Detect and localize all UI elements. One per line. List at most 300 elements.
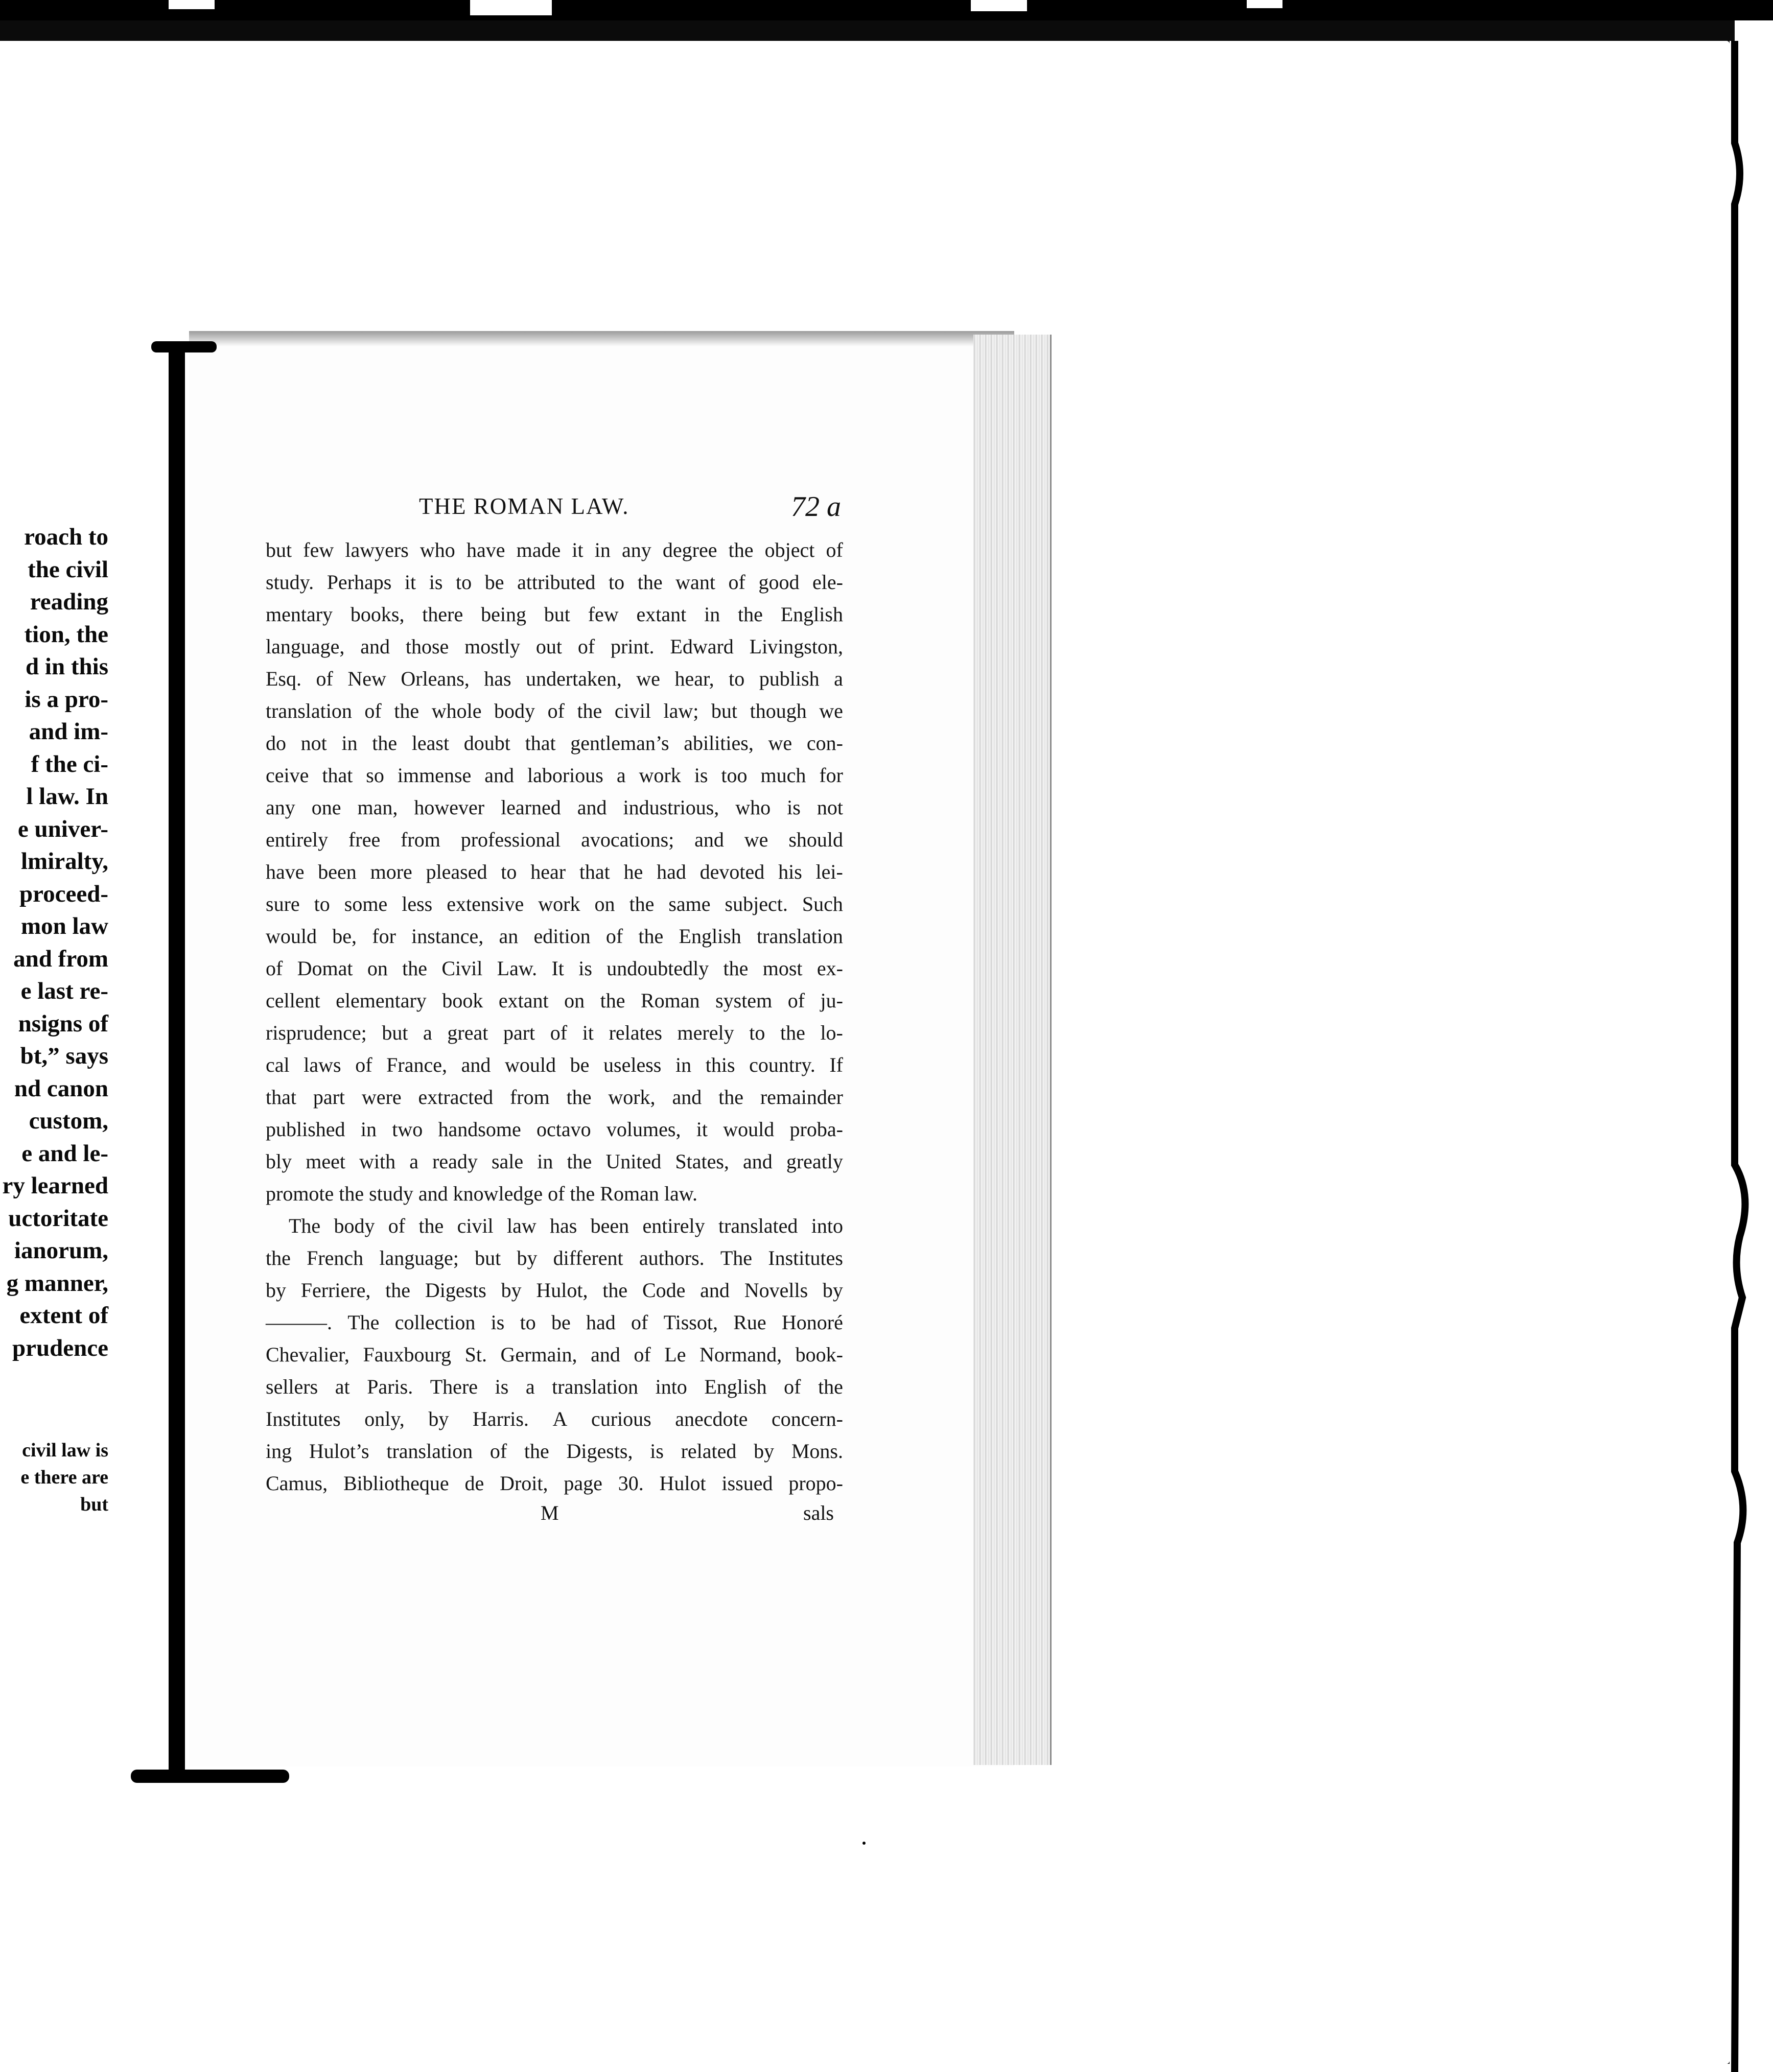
word: A bbox=[552, 1407, 568, 1430]
left-page-footnote bbox=[0, 1437, 108, 1518]
word: the bbox=[637, 571, 663, 594]
word: is bbox=[650, 1440, 664, 1463]
word: risprudence; bbox=[266, 1021, 367, 1044]
word: proba- bbox=[789, 1118, 843, 1141]
word: a bbox=[616, 764, 626, 787]
word: gentleman’s bbox=[570, 732, 669, 755]
left-line: l law. In bbox=[26, 783, 108, 810]
word: is bbox=[491, 1311, 505, 1334]
word: and bbox=[484, 764, 514, 787]
word: same bbox=[668, 892, 711, 915]
word: that bbox=[525, 732, 556, 755]
word: language, bbox=[266, 635, 345, 658]
text-line bbox=[266, 534, 843, 566]
word: two bbox=[392, 1118, 423, 1141]
word: work bbox=[639, 764, 681, 787]
word: but bbox=[711, 699, 738, 722]
word: it bbox=[696, 1118, 708, 1141]
word: and bbox=[461, 1053, 491, 1076]
word: the bbox=[266, 1246, 291, 1269]
word: cal bbox=[266, 1053, 290, 1076]
word: Fauxbourg bbox=[363, 1343, 452, 1366]
word: remainder bbox=[760, 1086, 843, 1109]
word: had bbox=[586, 1311, 616, 1334]
word: that bbox=[322, 764, 353, 787]
word: Rue bbox=[733, 1311, 766, 1334]
word: we bbox=[744, 828, 768, 851]
word: Hulot’s bbox=[309, 1440, 369, 1463]
word: be bbox=[570, 1053, 590, 1076]
left-line: nsigns of bbox=[18, 1010, 108, 1037]
word: issued bbox=[721, 1472, 773, 1495]
word: Hulot, bbox=[536, 1279, 588, 1302]
left-line: custom, bbox=[29, 1108, 108, 1134]
word: few bbox=[588, 603, 619, 626]
word: immense bbox=[397, 764, 472, 787]
word: con- bbox=[806, 732, 843, 755]
word: be bbox=[484, 571, 504, 594]
word: system bbox=[715, 989, 773, 1012]
word: lei- bbox=[815, 860, 843, 883]
word: any bbox=[622, 538, 651, 561]
page-fore-edge bbox=[973, 335, 1052, 1765]
word: ex- bbox=[816, 957, 843, 980]
word: Perhaps bbox=[326, 571, 392, 594]
word: it bbox=[572, 538, 584, 561]
word: law; bbox=[663, 699, 699, 722]
word: different bbox=[553, 1246, 623, 1269]
word: in bbox=[341, 732, 358, 755]
word: laws bbox=[304, 1053, 341, 1076]
left-line: ry learned bbox=[2, 1172, 108, 1199]
word: elementary bbox=[336, 989, 427, 1012]
text-line bbox=[266, 791, 843, 823]
word: abilities, bbox=[684, 732, 754, 755]
word: part bbox=[313, 1086, 345, 1109]
word: to bbox=[314, 892, 330, 915]
word: by bbox=[822, 1279, 843, 1302]
word: Digests, bbox=[566, 1440, 633, 1463]
word: but bbox=[382, 1021, 408, 1044]
word: ju- bbox=[820, 989, 843, 1012]
word: so bbox=[366, 764, 384, 787]
word: undoubtedly bbox=[606, 957, 709, 980]
word: professional bbox=[460, 828, 561, 851]
text-line bbox=[266, 1274, 843, 1306]
word: subject. bbox=[725, 892, 788, 915]
word: but bbox=[475, 1246, 501, 1269]
word: extracted bbox=[418, 1086, 494, 1109]
word: for bbox=[372, 925, 396, 948]
word: laborious bbox=[527, 764, 603, 787]
word: instance, bbox=[411, 925, 484, 948]
word: from bbox=[509, 1086, 550, 1109]
word: translation bbox=[757, 925, 843, 948]
word: of bbox=[728, 571, 745, 594]
word: and bbox=[577, 796, 607, 819]
word: the bbox=[372, 732, 398, 755]
left-line: tion, the bbox=[24, 621, 108, 648]
word: English bbox=[704, 1375, 767, 1398]
word: of bbox=[550, 1021, 568, 1044]
word: in bbox=[675, 1053, 692, 1076]
word: the bbox=[600, 989, 625, 1012]
word: industrious, bbox=[623, 796, 719, 819]
word: is bbox=[787, 796, 801, 819]
word: of bbox=[266, 957, 283, 980]
word: would bbox=[723, 1118, 775, 1141]
word: in bbox=[537, 1150, 553, 1173]
word: the bbox=[718, 1086, 743, 1109]
word: Digests bbox=[425, 1279, 486, 1302]
word: Orleans, bbox=[401, 667, 470, 690]
word: There bbox=[430, 1375, 478, 1398]
word: of bbox=[631, 1311, 648, 1334]
word: is bbox=[429, 571, 443, 594]
word: Tissot, bbox=[663, 1311, 718, 1334]
word: translated bbox=[718, 1214, 798, 1237]
word: St. bbox=[464, 1343, 487, 1366]
left-line: and from bbox=[13, 945, 108, 972]
word: body bbox=[494, 699, 535, 722]
word: the bbox=[577, 699, 602, 722]
word: not bbox=[300, 732, 327, 755]
word: from bbox=[401, 828, 440, 851]
gutter-bracket-bottom bbox=[131, 1770, 289, 1783]
word: who bbox=[735, 796, 771, 819]
word: Germain, bbox=[500, 1343, 577, 1366]
word: being bbox=[481, 603, 526, 626]
word: Edward bbox=[670, 635, 734, 658]
left-line: and im- bbox=[29, 718, 108, 745]
word: free bbox=[348, 828, 381, 851]
left-line: roach to bbox=[24, 524, 108, 550]
word: of bbox=[316, 667, 333, 690]
word: print. bbox=[611, 635, 655, 658]
word: not bbox=[816, 796, 843, 819]
word: in bbox=[594, 538, 611, 561]
left-line: uctoritate bbox=[8, 1205, 108, 1232]
word: country. bbox=[749, 1053, 815, 1076]
word: and bbox=[742, 1150, 773, 1173]
word: has bbox=[550, 1214, 577, 1237]
word: do bbox=[266, 732, 286, 755]
text-line bbox=[266, 952, 843, 984]
word: the bbox=[402, 957, 428, 980]
word: to bbox=[749, 1021, 765, 1044]
word: of bbox=[489, 1440, 507, 1463]
word: pleased bbox=[426, 860, 487, 883]
word: Such bbox=[802, 892, 843, 915]
word: the bbox=[738, 603, 763, 626]
word: It bbox=[551, 957, 564, 980]
word: body bbox=[334, 1214, 375, 1237]
word: and bbox=[360, 635, 390, 658]
word: The bbox=[720, 1246, 753, 1269]
word: ———. bbox=[266, 1311, 332, 1334]
text-line bbox=[266, 566, 843, 598]
text-line bbox=[266, 1242, 843, 1274]
word: more bbox=[370, 860, 412, 883]
left-line: is a pro- bbox=[25, 686, 108, 713]
gutter-bracket bbox=[169, 347, 185, 1778]
catchword: sals bbox=[803, 1501, 834, 1524]
left-note-line: civil law is bbox=[22, 1440, 108, 1461]
word: into bbox=[811, 1214, 843, 1237]
left-line: extent of bbox=[19, 1302, 108, 1329]
word: Civil bbox=[441, 957, 483, 980]
word: devoted bbox=[699, 860, 765, 883]
word: by bbox=[501, 1279, 522, 1302]
text-line bbox=[266, 1306, 843, 1338]
word: those bbox=[405, 635, 449, 658]
word: the bbox=[602, 1279, 628, 1302]
text-line bbox=[266, 759, 843, 791]
text-line bbox=[266, 1435, 843, 1467]
left-line: f the ci- bbox=[31, 750, 108, 778]
word: book- bbox=[795, 1343, 843, 1366]
text-line bbox=[266, 1338, 843, 1371]
word: the bbox=[385, 1279, 411, 1302]
word: work, bbox=[608, 1086, 656, 1109]
left-line: lmiralty, bbox=[21, 848, 108, 875]
text-line bbox=[266, 663, 843, 695]
word: volumes, bbox=[606, 1118, 681, 1141]
text-line bbox=[266, 984, 843, 1017]
word: France, bbox=[386, 1053, 447, 1076]
text-line bbox=[266, 1113, 843, 1145]
word: meet bbox=[306, 1150, 345, 1173]
word: French bbox=[307, 1246, 364, 1269]
word: Esq. bbox=[266, 667, 301, 690]
word: one bbox=[311, 796, 341, 819]
word: would bbox=[266, 925, 317, 948]
text-line bbox=[266, 823, 843, 856]
text-line bbox=[266, 888, 843, 920]
word: been bbox=[590, 1214, 629, 1237]
word: authors. bbox=[639, 1246, 705, 1269]
word: New bbox=[347, 667, 386, 690]
left-line: proceed- bbox=[19, 880, 108, 907]
word: the bbox=[566, 1086, 592, 1109]
word: to bbox=[456, 571, 472, 594]
word: related bbox=[681, 1440, 737, 1463]
signature-mark: M bbox=[541, 1501, 559, 1524]
word: ele- bbox=[812, 571, 843, 594]
word: ceive bbox=[266, 764, 309, 787]
left-line: reading bbox=[30, 588, 108, 615]
word: only, bbox=[364, 1407, 405, 1430]
word: a bbox=[423, 1021, 432, 1044]
word: law bbox=[506, 1214, 536, 1237]
speck bbox=[862, 1842, 866, 1845]
word: extant bbox=[636, 603, 687, 626]
word: into bbox=[655, 1375, 687, 1398]
word: published bbox=[266, 1118, 345, 1141]
word: lo- bbox=[820, 1021, 843, 1044]
word: entirely bbox=[642, 1214, 705, 1237]
word: least bbox=[411, 732, 450, 755]
word: 30. bbox=[618, 1472, 644, 1495]
word: civil bbox=[614, 699, 651, 722]
word: Camus, bbox=[266, 1472, 328, 1495]
page-top-shadow bbox=[189, 331, 1014, 346]
word: the bbox=[780, 1021, 805, 1044]
word: doubt bbox=[463, 732, 510, 755]
word: attributed bbox=[517, 571, 596, 594]
word: want bbox=[675, 571, 715, 594]
left-line: mon law bbox=[20, 913, 108, 939]
word: for bbox=[819, 764, 843, 787]
word: anecdote bbox=[675, 1407, 748, 1430]
text-line bbox=[266, 1017, 843, 1049]
word: been bbox=[318, 860, 357, 883]
word: Chevalier, bbox=[266, 1343, 349, 1366]
left-line: the civil bbox=[28, 556, 108, 583]
word: have bbox=[466, 538, 505, 561]
word: handsome bbox=[438, 1118, 521, 1141]
left-page-text bbox=[0, 521, 108, 1364]
word: object bbox=[764, 538, 815, 561]
word: whole bbox=[431, 699, 482, 722]
word: Normand, bbox=[699, 1343, 782, 1366]
word: learned bbox=[501, 796, 561, 819]
word: to bbox=[608, 571, 625, 594]
word: on bbox=[564, 989, 585, 1012]
word: study. bbox=[266, 571, 314, 594]
word: propo- bbox=[788, 1472, 843, 1495]
word: undertaken, bbox=[526, 667, 622, 690]
word: Le bbox=[664, 1343, 686, 1366]
word: sale bbox=[491, 1150, 524, 1173]
word: that bbox=[266, 1086, 296, 1109]
word: man, bbox=[357, 796, 398, 819]
word: Institutes bbox=[266, 1407, 341, 1430]
word: Institutes bbox=[768, 1246, 843, 1269]
left-line: ianorum, bbox=[14, 1237, 108, 1264]
word: civil bbox=[457, 1214, 494, 1237]
word: that bbox=[579, 860, 610, 883]
word: good bbox=[758, 571, 800, 594]
text-line bbox=[266, 1145, 843, 1178]
word: is bbox=[578, 957, 592, 980]
word: publish bbox=[759, 667, 820, 690]
word: at bbox=[335, 1375, 350, 1398]
book-right-edge bbox=[1730, 41, 1773, 2072]
word: of bbox=[355, 1053, 372, 1076]
word: curious bbox=[591, 1407, 651, 1430]
word: collection bbox=[394, 1311, 476, 1334]
word: English bbox=[679, 925, 741, 948]
word: concern- bbox=[772, 1407, 843, 1430]
word: extant bbox=[498, 989, 549, 1012]
word: has bbox=[484, 667, 511, 690]
text-line bbox=[266, 1467, 843, 1499]
word: is bbox=[694, 764, 708, 787]
word: States, bbox=[675, 1150, 729, 1173]
word: we bbox=[819, 699, 843, 722]
word: on bbox=[594, 892, 615, 915]
left-line: e univer- bbox=[17, 815, 108, 842]
word: by bbox=[517, 1246, 538, 1269]
word: of bbox=[547, 699, 565, 722]
word: of bbox=[787, 989, 805, 1012]
word: page bbox=[564, 1472, 602, 1495]
word: too bbox=[721, 764, 748, 787]
word: entirely bbox=[266, 828, 329, 851]
word: sellers bbox=[266, 1375, 318, 1398]
word: the bbox=[418, 1214, 444, 1237]
word: and bbox=[694, 828, 724, 851]
text-line bbox=[266, 1403, 843, 1435]
word: in bbox=[704, 603, 720, 626]
word: translation bbox=[266, 699, 352, 722]
word: merely bbox=[677, 1021, 734, 1044]
word: the bbox=[524, 1440, 549, 1463]
word: greatly bbox=[786, 1150, 843, 1173]
word: Roman bbox=[641, 989, 700, 1012]
text-line bbox=[266, 856, 843, 888]
text-line bbox=[266, 727, 843, 759]
word: less bbox=[402, 892, 433, 915]
scanner-top-band bbox=[0, 0, 1773, 20]
word: few bbox=[303, 538, 334, 561]
word: Ferriere, bbox=[300, 1279, 371, 1302]
text-line bbox=[266, 1049, 843, 1081]
word: of bbox=[634, 1343, 651, 1366]
word: made bbox=[516, 538, 561, 561]
left-line: d in this bbox=[26, 653, 108, 680]
word: were bbox=[361, 1086, 402, 1109]
word: a bbox=[525, 1375, 535, 1398]
text-line: promote the study and knowledge of the Roman law. bbox=[266, 1182, 697, 1205]
left-line: prudence bbox=[12, 1334, 108, 1361]
word: part bbox=[503, 1021, 535, 1044]
word: and bbox=[700, 1279, 730, 1302]
word: bly bbox=[266, 1150, 292, 1173]
word: extensive bbox=[447, 892, 524, 915]
word: a bbox=[834, 667, 843, 690]
word: Livingston, bbox=[749, 635, 843, 658]
left-note-line: but bbox=[80, 1494, 108, 1515]
word: the bbox=[638, 925, 664, 948]
word: United bbox=[605, 1150, 662, 1173]
word: this bbox=[705, 1053, 735, 1076]
word: should bbox=[788, 828, 843, 851]
word: the bbox=[629, 892, 655, 915]
word: relates bbox=[609, 1021, 662, 1044]
left-line: g manner, bbox=[6, 1269, 108, 1297]
word: a bbox=[409, 1150, 418, 1173]
left-note-line: e there are bbox=[20, 1467, 108, 1488]
word: and bbox=[591, 1343, 620, 1366]
word: cellent bbox=[266, 989, 320, 1012]
word: to bbox=[501, 860, 517, 883]
word: mostly bbox=[464, 635, 521, 658]
word: degree bbox=[662, 538, 717, 561]
word: English bbox=[780, 603, 843, 626]
word: hear bbox=[530, 860, 566, 883]
word: book bbox=[442, 989, 483, 1012]
word: de bbox=[464, 1472, 484, 1495]
word: books, bbox=[350, 603, 405, 626]
word: to bbox=[520, 1311, 536, 1334]
word: however bbox=[414, 796, 485, 819]
word: The bbox=[347, 1311, 380, 1334]
word: translation bbox=[386, 1440, 473, 1463]
text-line bbox=[266, 1371, 843, 1403]
left-line: e and le- bbox=[21, 1140, 108, 1167]
